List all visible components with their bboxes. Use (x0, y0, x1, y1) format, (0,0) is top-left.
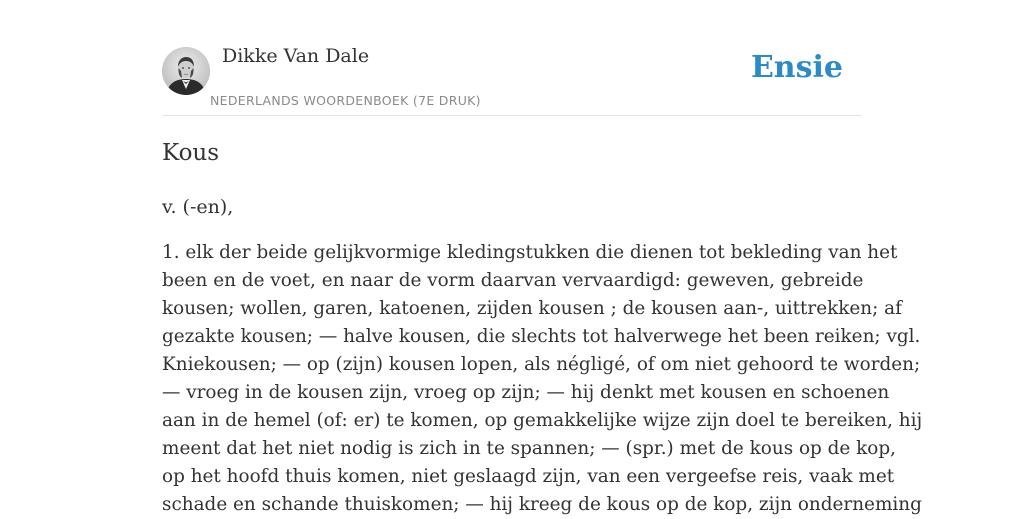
definition-line: — vroeg in de kousen zijn, vroeg op zijn; — hij denkt met kousen en schoenen (162, 382, 890, 403)
definition-line: gezakte kousen; — halve kousen, die slechts tot halverwege het been reiken; vgl. (162, 326, 921, 347)
entry-definition (162, 239, 923, 519)
definition-line: been en de voet, en naar de vorm daarvan vervaardigd: geweven, gebreide (162, 270, 864, 291)
definition-line: meent dat het niet nodig is zich in te spannen; — (spr.) met de kous op de kop, (162, 438, 896, 459)
definition-line: schade en schande thuiskomen; — hij kreeg de kous op de kop, zijn onderneming (162, 494, 922, 515)
entry-grammar: v. (-en), (162, 196, 234, 218)
ensie-logo[interactable]: Ensie (750, 50, 843, 85)
author-portrait-icon (162, 47, 210, 95)
page (162, 0, 923, 515)
author-name[interactable]: Dikke Van Dale (222, 45, 370, 67)
definition-line: aan in de hemel (of: er) te komen, op gemakkelijke wijze zijn doel te bereiken, hij (162, 410, 923, 431)
definition-line: 1. elk der beide gelijkvormige kledingstukken die dienen tot bekleding van het (162, 242, 898, 263)
source-label: NEDERLANDS WOORDENBOEK (7E DRUK) (210, 93, 481, 108)
definition-line: op het hoofd thuis komen, niet geslaagd zijn, van een vergeefse reis, vaak met (162, 466, 895, 487)
definition-line: Kniekousen; — op (zijn) kousen lopen, als négligé, of om niet gehoord te worden; (162, 354, 921, 375)
entry-title: Kous (162, 140, 220, 166)
definition-line: kousen; wollen, garen, katoenen, zijden kousen ; de kousen aan-, uittrekken; af (162, 298, 902, 319)
header (162, 0, 862, 116)
author-avatar[interactable] (162, 47, 210, 95)
